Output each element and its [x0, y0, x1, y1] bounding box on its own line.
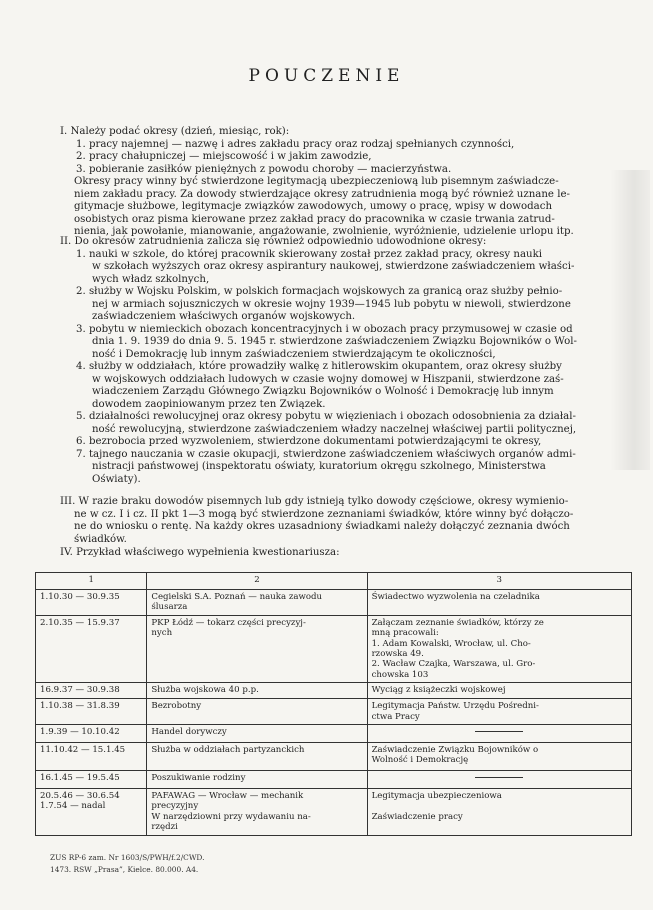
- table-cell-c3: [367, 771, 631, 789]
- section-heading: I. Należy podać okresy (dzień, miesiąc, rok):: [60, 126, 290, 137]
- section-heading: II. Do okresów zatrudnienia zalicza się również odpowiednio udowodnione okresy:: [60, 236, 487, 247]
- text-line: świadków.: [74, 533, 127, 545]
- table-cell-c2: [147, 743, 367, 771]
- table-cell-c2: [147, 699, 367, 725]
- table-cell-c2: [147, 683, 367, 699]
- table-cell-c2: [147, 615, 367, 682]
- section-heading: IV. Przykład właściwego wypełnienia kwestionariusza:: [60, 547, 340, 558]
- table-cell-c3: [367, 590, 631, 616]
- table-header-cell: 2: [147, 573, 367, 590]
- cell-text: Handel dorywczy: [151, 727, 227, 738]
- table-cell-c3: [367, 789, 631, 836]
- table-cell-c1: [36, 615, 147, 682]
- scan-smudge: [610, 170, 650, 470]
- cell-text: Służba w oddziałach partyzanckich: [151, 745, 305, 756]
- text-line: wiadczeniem Zarządu Głównego Związku Bojowników o Wolność i Demokrację lub innym: [92, 386, 554, 397]
- cell-text: Zaświadczenie Związku Bojowników o Wolność i Demokrację: [371, 745, 539, 766]
- cell-text: Służba wojskowa 40 p.p.: [151, 685, 259, 696]
- list-item: 2. służby w Wojsku Polskim, w polskich formacjach wojskowych za granicą oraz służby pełnio-: [76, 286, 563, 297]
- text-line: ne w cz. I i cz. II pkt 1—3 mogą być stwierdzone zeznaniami świadków, które winny być dołączo-: [74, 508, 574, 520]
- list-item: 5. działalności rewolucyjnej oraz okresy pobytu w więzieniach i obozach odosobnienia za działal-: [76, 411, 576, 422]
- table-header-cell: 1: [36, 573, 147, 590]
- cell-text: PAFAWAG — Wrocław — mechanik precyzyjny W narzędziowni przy wydawaniu na- rzędzi: [151, 791, 311, 833]
- cell-text: Bezrobotny: [151, 701, 202, 712]
- table-cell-c1: [36, 789, 147, 836]
- list-item: 7. tajnego nauczania w czasie okupacji, stwierdzone zaświadczeniem właściwych organów admi-: [76, 448, 576, 460]
- text-line: Oświaty).: [92, 473, 141, 485]
- cell-text: PKP Łódź — tokarz części precyzyj- nych: [151, 617, 306, 639]
- footer-line: ZUS RP-6 zam. Nr 1603/S/PWH/f.2/CWD.: [50, 853, 205, 862]
- table-cell-c1: [36, 683, 147, 699]
- cell-text: 2.10.35 — 15.9.37: [40, 617, 120, 628]
- table-row: [36, 699, 632, 725]
- text-line: ność i Demokrację lub innym zaświadczeniem stwierdzającym te okoliczności,: [92, 348, 496, 360]
- table-cell-c3: [367, 743, 631, 771]
- cell-text: Legitymacja ubezpieczeniowa Zaświadczenie pracy: [371, 791, 502, 822]
- table-cell-c3: [367, 615, 631, 682]
- text-line: niem zakładu pracy. Za dowody stwierdzające okresy zatrudnienia mogą być również uznane le-: [74, 188, 570, 200]
- cell-text: Cegielski S.A. Poznań — nauka zawodu ślusarza: [151, 592, 323, 613]
- table-cell-c3: [367, 699, 631, 725]
- text-line: Okresy pracy winny być stwierdzone legitymacją ubezpieczeniową lub pisemnym zaświadcze-: [74, 176, 559, 187]
- text-line: dnia 1. 9. 1939 do dnia 9. 5. 1945 r. stwierdzone zaświadczeniem Związku Bojowników o Wol-: [92, 336, 577, 347]
- table-body: [36, 590, 632, 836]
- table-cell-c1: [36, 590, 147, 616]
- list-item: 3. pobieranie zasiłków pieniężnych z powodu choroby — macierzyństwa.: [76, 163, 452, 175]
- table-row: [36, 725, 632, 743]
- text-line: w szkołach wyższych oraz okresy aspirantury naukowej, stwierdzone zaświadczeniem właści-: [92, 261, 575, 272]
- table-cell-c2: [147, 771, 367, 789]
- text-line: gitymacje służbowe, legitymacje związków zawodowych, umowy o pracę, wpisy w dowodach: [74, 201, 553, 212]
- cell-text: 11.10.42 — 15.1.45: [40, 745, 126, 756]
- list-item: 4. służby w oddziałach, które prowadziły walkę z hitlerowskim okupantem, oraz okresy służby: [76, 361, 562, 372]
- list-item: 6. bezrobocia przed wyzwoleniem, stwierdzone dokumentami potwierdzającymi te okresy,: [76, 436, 542, 447]
- cell-text: Świadectwo wyzwolenia na czeladnika: [371, 592, 540, 602]
- empty-dash: [475, 731, 523, 732]
- cell-text: Poszukiwanie rodziny: [151, 773, 246, 784]
- table-cell-c1: [36, 771, 147, 789]
- example-table: [35, 572, 632, 836]
- cell-text: Załączam zeznanie świadków, którzy ze mną pracowali: 1. Adam Kowalski, Wrocław, ul. Cho- rzowska 49. 2. Wacław Czajka, Warszawa, ul. Gro- chowska 103: [371, 617, 544, 680]
- page-title: POUCZENIE: [248, 66, 405, 86]
- cell-text: 20.5.46 — 30.6.54 1.7.54 — nadal: [40, 791, 120, 812]
- table-row: [36, 683, 632, 699]
- table-cell-c2: [147, 789, 367, 836]
- text-line: nej w armiach sojuszniczych w okresie wojny 1939—1945 lub pobytu w niewoli, stwierdzone: [92, 298, 571, 310]
- table-cell-c2: [147, 590, 367, 616]
- table-row: [36, 743, 632, 771]
- footer-line: 1473. RSW „Prasa”, Kielce. 80.000. A4.: [50, 865, 199, 874]
- table-header-cell: 3: [367, 573, 631, 590]
- text-line: zaświadczeniem właściwych organów wojskowych.: [92, 311, 356, 322]
- table-cell-c2: [147, 725, 367, 743]
- list-item: 1. pracy najemnej — nazwę i adres zakładu pracy oraz rodzaj spełnianych czynności,: [76, 138, 515, 150]
- section-heading: III. W razie braku dowodów pisemnych lub gdy istnieją tylko dowody częściowe, okresy wymienio-: [60, 496, 569, 507]
- cell-text: Wyciąg z książeczki wojskowej: [371, 685, 506, 696]
- empty-dash: [475, 777, 523, 778]
- list-item: 2. pracy chałupniczej — miejscowość i w jakim zawodzie,: [76, 151, 372, 162]
- table-row: [36, 789, 632, 836]
- text-line: osobistych oraz pisma kierowane przez zakład pracy do pracownika w czasie trwania zatrud-: [74, 213, 555, 225]
- cell-text: 1.10.30 — 30.9.35: [40, 592, 120, 602]
- list-item: 1. nauki w szkole, do której pracownik skierowany został przez zakład pracy, okresy nauki: [76, 248, 543, 260]
- cell-text: Legitymacja Państw. Urzędu Pośredni- ctwa Pracy: [371, 701, 539, 722]
- list-item: 3. pobytu w niemieckich obozach koncentracyjnych i w obozach pracy przymusowej w czasie od: [76, 323, 573, 335]
- table-header-row: [36, 573, 632, 590]
- text-line: w wojskowych oddziałach ludowych w czasie wojny domowej w Hiszpanii, stwierdzone zaś-: [92, 373, 564, 385]
- table-cell-c1: [36, 743, 147, 771]
- table-cell-c1: [36, 699, 147, 725]
- table-row: [36, 590, 632, 616]
- cell-text: 1.10.38 — 31.8.39: [40, 701, 120, 712]
- text-line: nienia, jak powołanie, mianowanie, angażowanie, zwolnienie, wyróżnienie, udzielenie urlopu itp.: [74, 226, 574, 237]
- text-line: dowodem zaopiniowanym przez ten Związek.: [92, 398, 326, 410]
- text-line: nistracji państwowej (inspektoratu oświaty, kuratorium okręgu szkolnego, Ministerstwa: [92, 461, 546, 472]
- cell-text: 16.9.37 — 30.9.38: [40, 685, 120, 696]
- text-line: wych władz szkolnych,: [92, 273, 210, 285]
- cell-text: 1.9.39 — 10.10.42: [40, 727, 120, 738]
- table-row: [36, 615, 632, 682]
- table-cell-c1: [36, 725, 147, 743]
- table-row: [36, 771, 632, 789]
- table-cell-c3: [367, 725, 631, 743]
- text-line: ne do wniosku o rentę. Na każdy okres uzasadniony świadkami należy dołączyć zeznania dwóch: [74, 521, 570, 532]
- text-line: ność rewolucyjną, stwierdzone zaświadczeniem władzy naczelnej właściwej partii politycznej,: [92, 423, 577, 435]
- table-cell-c3: [367, 683, 631, 699]
- cell-text: 16.1.45 — 19.5.45: [40, 773, 120, 784]
